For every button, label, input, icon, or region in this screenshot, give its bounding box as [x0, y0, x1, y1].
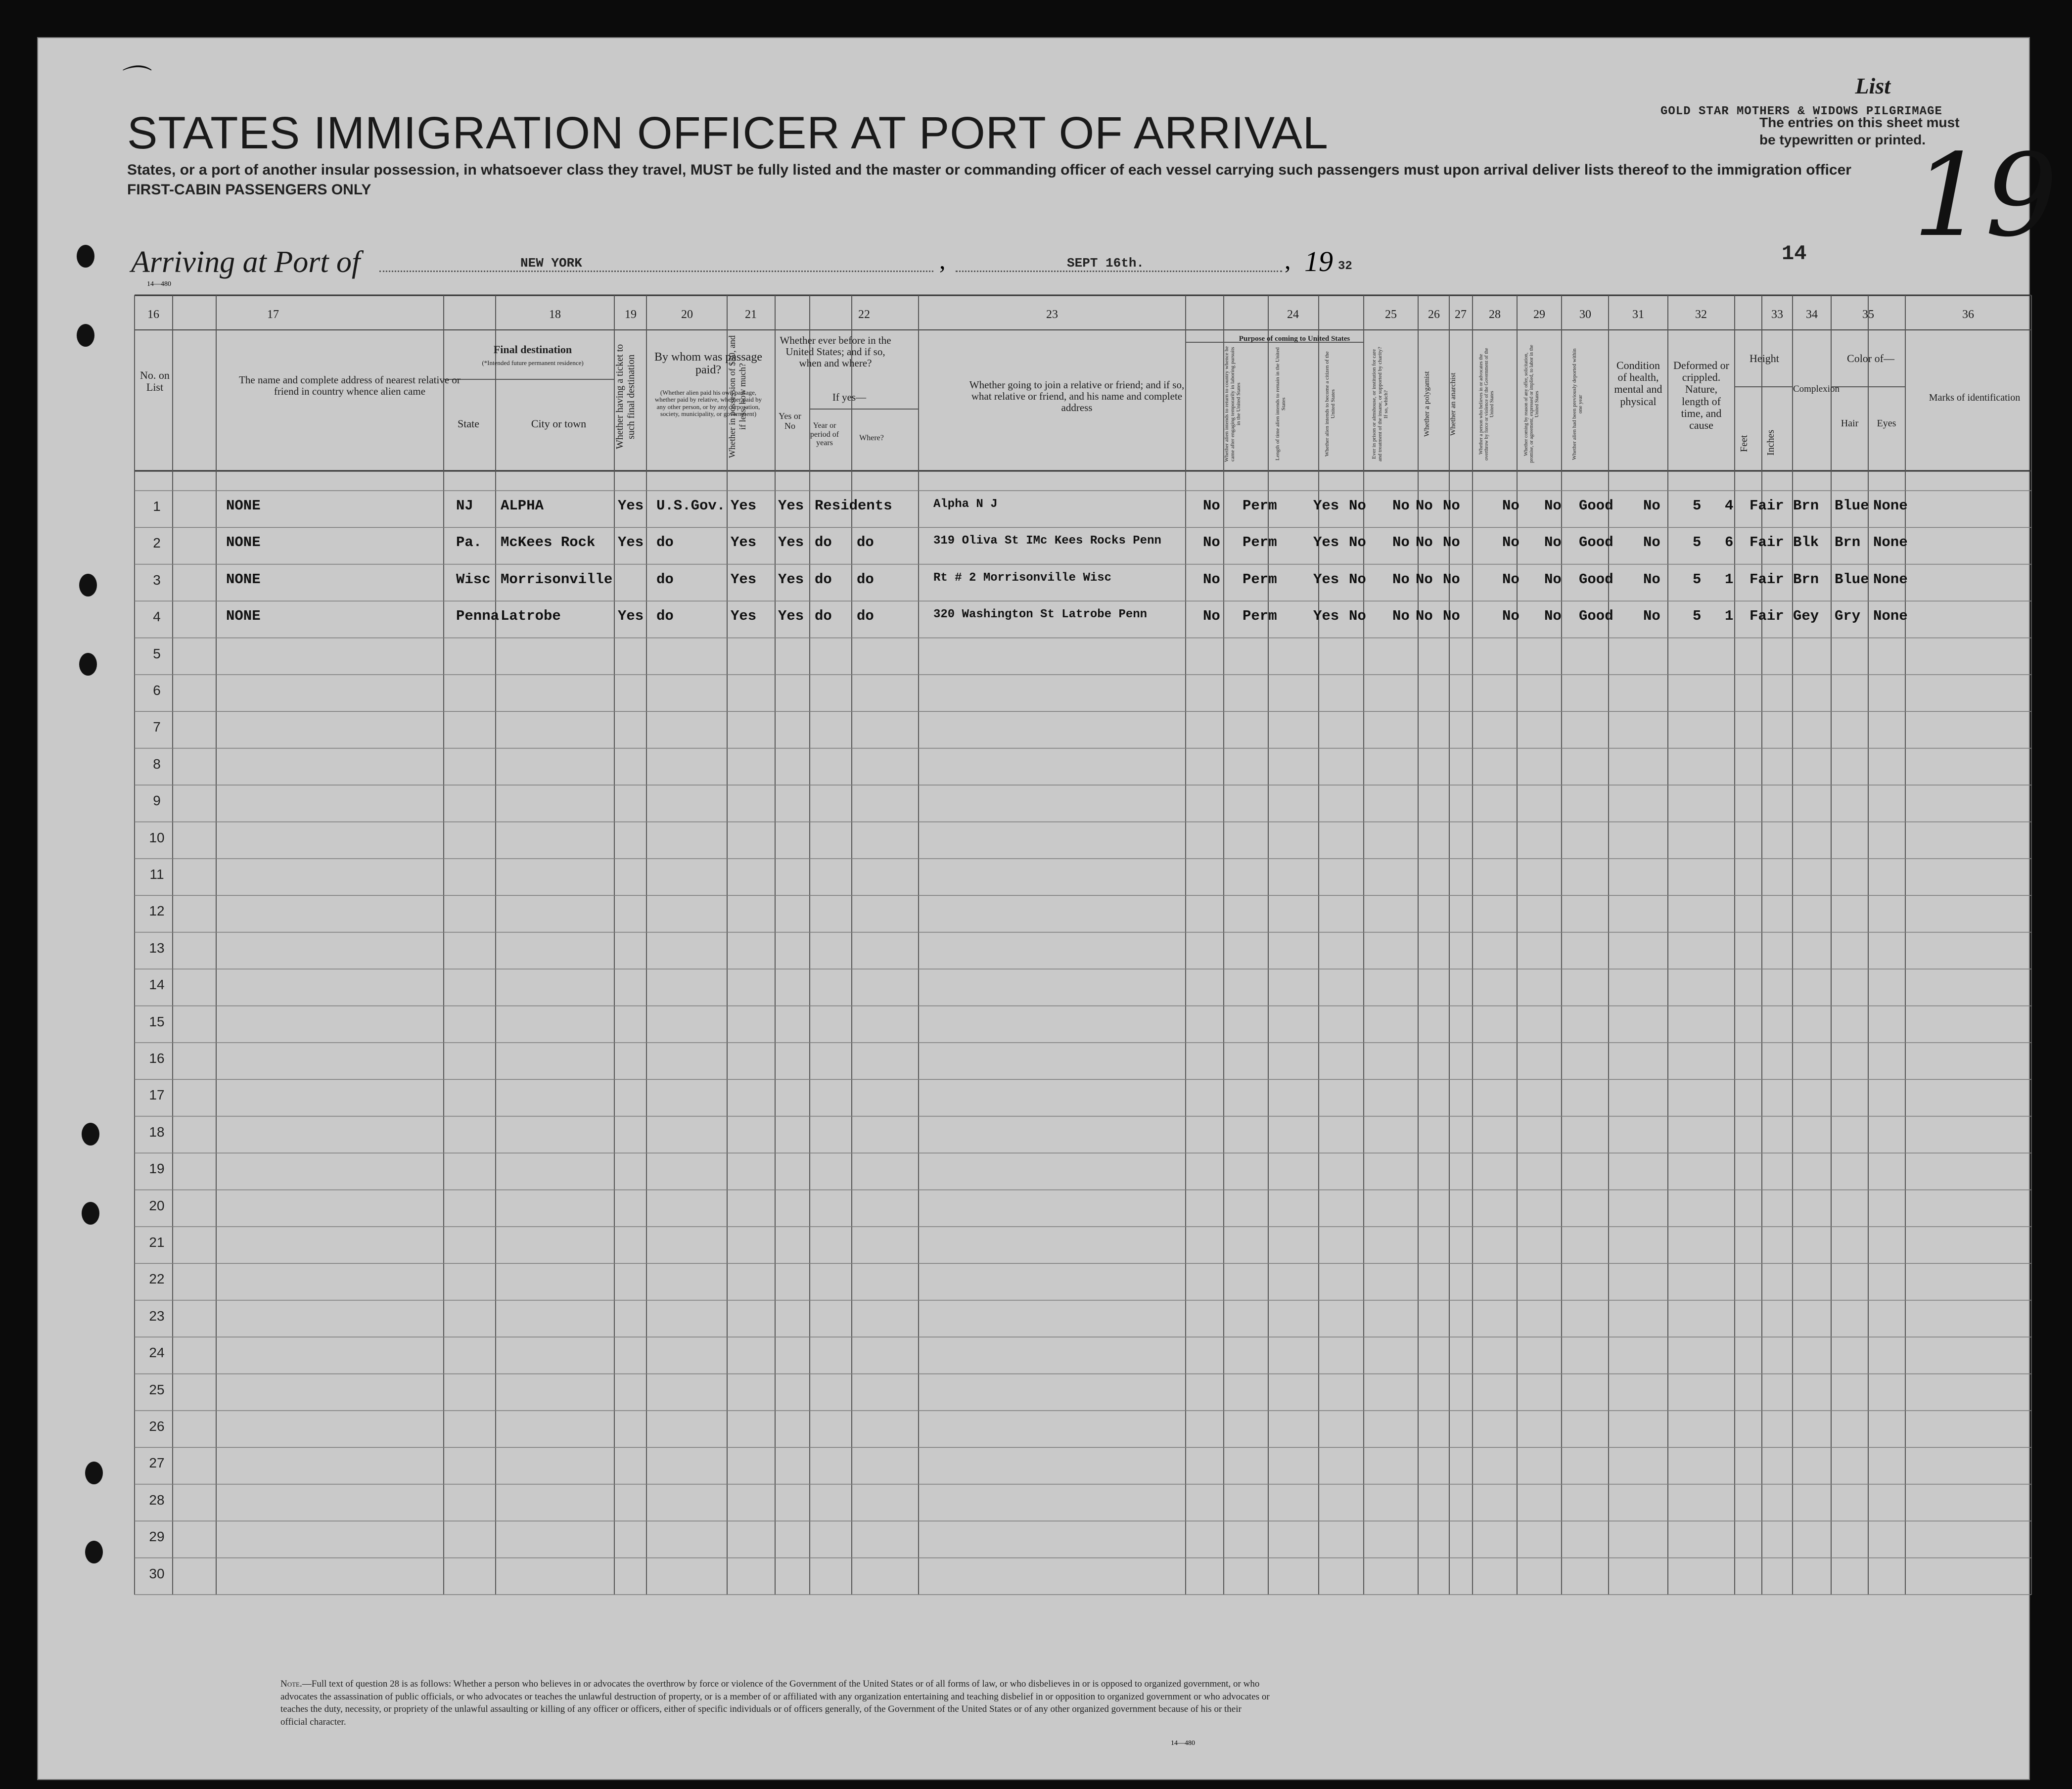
- handwritten-list-number: 19: [1913, 130, 2058, 262]
- date-line: [956, 271, 1282, 272]
- column-number: 33: [1771, 308, 1783, 321]
- marks-header: Marks of identification: [1929, 392, 2021, 403]
- cell-years: Residents: [815, 498, 892, 514]
- deported-header: Whether alien had been previously deported within one year: [1571, 348, 1583, 460]
- cell-fifty: Yes: [731, 498, 757, 514]
- cell-paid-by: do: [656, 534, 674, 551]
- prison-header: Ever in prison or almshouse, or institution for care and treatment of the insane, or supported by charity? If so, which?: [1371, 347, 1389, 461]
- cell-return: No: [1203, 571, 1220, 588]
- length-header: Length of time alien intends to remain in the United States: [1275, 347, 1287, 461]
- column-number: 22: [858, 308, 870, 321]
- row-number: 29: [149, 1529, 165, 1545]
- cell-before: Yes: [778, 608, 804, 625]
- cell-where: do: [857, 571, 874, 588]
- cell-complexion: Fair: [1750, 498, 1784, 514]
- cell-citizen: Yes: [1313, 498, 1339, 514]
- column-number: 24: [1287, 308, 1299, 321]
- column-number: 36: [1962, 308, 1974, 321]
- column-number: 18: [549, 308, 561, 321]
- cell-overthrow: No: [1443, 534, 1460, 551]
- cell-state: Penna: [456, 608, 500, 625]
- cell-anarchist: No: [1416, 571, 1433, 588]
- cell-joining: 319 Oliva St IMc Kees Rocks Penn: [933, 534, 1161, 548]
- cell-ticket: Yes: [618, 608, 644, 625]
- row-number: 27: [149, 1455, 165, 1471]
- cell-state: Pa.: [456, 534, 482, 551]
- punch-hole: [82, 1202, 99, 1225]
- no-on-list-header: No. on List: [140, 369, 170, 394]
- cell-length: Perm: [1243, 571, 1277, 588]
- row-number: 10: [149, 829, 165, 845]
- cell-anarchist: No: [1416, 534, 1433, 551]
- table-grid: [38, 38, 2029, 1779]
- anarchist-header: Whether an anarchist: [1449, 372, 1457, 436]
- cell-relative: NONE: [226, 534, 261, 551]
- row-number: 13: [149, 940, 165, 956]
- footnote: [280, 1678, 1270, 1729]
- row-number: 30: [149, 1565, 165, 1581]
- cell-prison: No: [1349, 608, 1366, 625]
- cell-complexion: Fair: [1750, 608, 1784, 625]
- height-header: Height: [1750, 352, 1779, 365]
- comma-1: ,: [939, 246, 946, 274]
- cell-fifty: Yes: [731, 571, 757, 588]
- health-header: Condition of health, mental and physical: [1614, 359, 1662, 408]
- instructions-text: States, or a port of another insular possession, in whatsoever class they travel, MUST be fully listed and the master or commanding officer of each vessel carrying such passengers must upon arrival deliver lists thereof to the immigration officer: [127, 162, 1851, 178]
- cell-fifty: Yes: [731, 534, 757, 551]
- cell-relative: NONE: [226, 498, 261, 514]
- column-number: 35: [1862, 308, 1874, 321]
- cell-hair: Brn: [1793, 571, 1819, 588]
- before-yes-no-header: Yes or No: [779, 411, 801, 431]
- cell-before: Yes: [778, 498, 804, 514]
- footnote-text: —Full text of question 28 is as follows: Whether a person who believes in or advocates the overthrow by force or violence of the Government of the United States or of all forms of law, or who disbelieves in or is opposed to organized government, or who advocates the assassination of public officials, or who advocates or teaches the unlawful destruction of property, or is a member of or affiliated with any organization entertaining and teaching disbelief in or opposition to organized government or who advocates or teaches the duty, necessity, or propriety of the unlawful assaulting or killing of any officer or officers, either of specific individuals or of officers generally, of the Government of the United States or of any other organized government because of his or their official character.: [280, 1679, 1270, 1727]
- cell-paid-by: do: [656, 608, 674, 625]
- row-number: 23: [149, 1308, 165, 1324]
- cell-polygamist: No: [1392, 534, 1410, 551]
- relative-header: The name and complete address of nearest relative or friend in country whence alien came: [239, 374, 460, 398]
- sheet-number: 14: [1782, 242, 1807, 266]
- cell-health: Good: [1579, 534, 1613, 551]
- year-suffix: 32: [1338, 260, 1352, 273]
- page-title: STATES IMMIGRATION OFFICER AT PORT OF ARRIVAL: [127, 108, 1329, 158]
- form-number-top: 14—480: [147, 280, 171, 288]
- cell-overthrow: No: [1443, 498, 1460, 514]
- entries-note-line2: be typewritten or printed.: [1759, 132, 1926, 147]
- cell-return: No: [1203, 498, 1220, 514]
- cell-fifty: Yes: [731, 608, 757, 625]
- column-number: 32: [1695, 308, 1707, 321]
- gold-star-stamp: GOLD STAR MOTHERS & WIDOWS PILGRIMAGE: [1660, 105, 1942, 118]
- cell-paid-by: do: [656, 571, 674, 588]
- row-number: 20: [149, 1197, 165, 1213]
- cell-citizen: Yes: [1313, 571, 1339, 588]
- cell-anarchist: No: [1416, 608, 1433, 625]
- cell-paid-by: U.S.Gov.: [656, 498, 726, 514]
- cell-offer: No: [1502, 534, 1519, 551]
- cell-deported: No: [1544, 534, 1562, 551]
- row-number: 25: [149, 1381, 165, 1397]
- cell-eyes: Blue: [1835, 498, 1869, 514]
- cell-anarchist: No: [1416, 498, 1433, 514]
- manifest-sheet: [37, 37, 2058, 1780]
- joining-header: Whether going to join a relative or friend; and if so, what relative or friend, and his name and complete address: [969, 379, 1185, 414]
- row-number: 12: [149, 903, 165, 919]
- paid-by-note: (Whether alien paid his own passage, whether paid by relative, whether paid by any other person, or by any corporation, society, municipality, or government): [654, 389, 762, 417]
- cell-eyes: Brn: [1835, 534, 1861, 551]
- cell-hair: Brn: [1793, 498, 1819, 514]
- cell-before: Yes: [778, 534, 804, 551]
- row-number: 5: [153, 645, 161, 661]
- cell-prison: No: [1349, 534, 1366, 551]
- cell-return: No: [1203, 534, 1220, 551]
- column-number: 29: [1533, 308, 1545, 321]
- cell-inches: 4: [1725, 498, 1734, 514]
- row-number: 8: [153, 756, 161, 772]
- row-number: 21: [149, 1235, 165, 1250]
- row-number: 16: [149, 1051, 165, 1066]
- cell-complexion: Fair: [1750, 571, 1784, 588]
- cell-feet: 5: [1693, 498, 1702, 514]
- column-number: 26: [1428, 308, 1440, 321]
- row-number: 9: [153, 793, 161, 809]
- column-number: 23: [1046, 308, 1058, 321]
- cell-years: do: [815, 571, 832, 588]
- cell-overthrow: No: [1443, 608, 1460, 625]
- arriving-label: Arriving at Port of: [131, 245, 361, 279]
- cell-inches: 1: [1725, 608, 1734, 625]
- cell-city: Latrobe: [501, 608, 561, 625]
- cell-before: Yes: [778, 571, 804, 588]
- polygamist-header: Whether a polygamist: [1423, 371, 1431, 437]
- row-number: 28: [149, 1492, 165, 1508]
- hair-header: Hair: [1841, 418, 1859, 429]
- row-number: 15: [149, 1013, 165, 1029]
- punch-hole: [79, 653, 97, 676]
- punch-hole: [77, 324, 94, 347]
- cell-polygamist: No: [1392, 571, 1410, 588]
- cell-offer: No: [1502, 498, 1519, 514]
- cell-polygamist: No: [1392, 498, 1410, 514]
- final-destination-note: (*Intended future permanent residence): [482, 359, 584, 367]
- cell-inches: 6: [1725, 534, 1734, 551]
- cell-city: Morrisonville: [501, 571, 613, 588]
- cell-state: Wisc: [456, 571, 491, 588]
- cell-health: Good: [1579, 608, 1613, 625]
- cell-offer: No: [1502, 571, 1519, 588]
- row-number: 11: [149, 867, 164, 882]
- cell-health: Good: [1579, 498, 1613, 514]
- cell-relative: NONE: [226, 608, 261, 625]
- list-label: List: [1855, 73, 1890, 98]
- row-number: 17: [149, 1087, 165, 1103]
- row-number: 1: [153, 499, 161, 514]
- row-number: 14: [149, 977, 165, 993]
- row-number: 24: [149, 1345, 165, 1361]
- column-number: 28: [1489, 308, 1501, 321]
- where-header: Where?: [859, 434, 884, 442]
- cell-feet: 5: [1693, 571, 1702, 588]
- state-header: State: [458, 417, 479, 430]
- feet-header: Feet: [1739, 435, 1750, 453]
- cell-eyes: Blue: [1835, 571, 1869, 588]
- inches-header: Inches: [1765, 429, 1776, 456]
- final-destination-header: Final destination: [493, 343, 572, 356]
- cell-deformed: No: [1643, 571, 1660, 588]
- row-number: 2: [153, 535, 161, 551]
- column-number: 30: [1579, 308, 1591, 321]
- punch-hole: [77, 245, 94, 268]
- cell-marks: None: [1873, 571, 1908, 588]
- cell-complexion: Fair: [1750, 534, 1784, 551]
- city-header: City or town: [531, 417, 587, 430]
- row-number: 4: [153, 609, 161, 625]
- cell-polygamist: No: [1392, 608, 1410, 625]
- cell-ticket: Yes: [618, 498, 644, 514]
- column-number: 21: [745, 308, 757, 321]
- column-number: 17: [267, 308, 279, 321]
- row-number: 18: [149, 1124, 165, 1140]
- punch-hole: [85, 1541, 103, 1563]
- cell-marks: None: [1873, 498, 1908, 514]
- color-header: Color of—: [1847, 352, 1894, 365]
- offer-header: Whether coming by reason of any offer, solicitation, promise, or agreement, expressed or implied, to labor in the United States: [1523, 345, 1540, 463]
- column-number: 27: [1455, 308, 1467, 321]
- paid-by-header: By whom was passage paid?: [654, 351, 762, 377]
- cell-health: Good: [1579, 571, 1613, 588]
- cell-deformed: No: [1643, 498, 1660, 514]
- column-number: 25: [1385, 308, 1397, 321]
- cell-ticket: Yes: [618, 534, 644, 551]
- cell-inches: 1: [1725, 571, 1734, 588]
- column-number: 34: [1806, 308, 1818, 321]
- cell-deported: No: [1544, 498, 1562, 514]
- purpose-header: Purpose of coming to United States: [1239, 335, 1350, 343]
- form-number-bottom: 14—480: [1171, 1740, 1195, 1747]
- column-number: 31: [1632, 308, 1644, 321]
- cell-hair: Gey: [1793, 608, 1819, 625]
- cell-years: do: [815, 534, 832, 551]
- cell-marks: None: [1873, 608, 1908, 625]
- ticket-header: Whether having a ticket to such final destination: [614, 344, 637, 450]
- cell-marks: None: [1873, 534, 1908, 551]
- before-in-us-header: Whether ever before in the United States; and if so, when and where?: [780, 334, 891, 369]
- punch-hole: [82, 1123, 99, 1146]
- cell-return: No: [1203, 608, 1220, 625]
- return-header: Whether alien intends to return to country whence he came after engaging temporarily in laboring pursuits in the United States: [1224, 346, 1242, 462]
- cell-citizen: Yes: [1313, 534, 1339, 551]
- corner-mark: ⌒: [117, 63, 147, 98]
- row-number: 6: [153, 683, 161, 698]
- cell-relative: NONE: [226, 571, 261, 588]
- cell-where: do: [857, 534, 874, 551]
- cell-where: do: [857, 608, 874, 625]
- overthrow-header: Whether a person who believes in or advocates the overthrow by force or violence of the Government of the United States: [1478, 348, 1495, 460]
- row-number: 22: [149, 1271, 165, 1287]
- row-number: 3: [153, 572, 161, 588]
- cell-city: ALPHA: [501, 498, 544, 514]
- footnote-label: Note.: [280, 1679, 302, 1689]
- cell-hair: Blk: [1793, 534, 1819, 551]
- cell-city: McKees Rock: [501, 534, 596, 551]
- cell-joining: Rt # 2 Morrisonville Wisc: [933, 571, 1112, 585]
- cell-state: NJ: [456, 498, 473, 514]
- cell-length: Perm: [1243, 608, 1277, 625]
- row-number: 19: [149, 1161, 165, 1177]
- port-value: NEW YORK: [520, 256, 582, 271]
- column-number: 19: [625, 308, 637, 321]
- column-number: 20: [681, 308, 693, 321]
- cell-citizen: Yes: [1313, 608, 1339, 625]
- cell-joining: Alpha N J: [933, 498, 998, 511]
- cell-feet: 5: [1693, 534, 1702, 551]
- port-line: [379, 271, 933, 272]
- cell-deformed: No: [1643, 534, 1660, 551]
- punch-hole: [79, 574, 97, 596]
- row-number: 7: [153, 719, 161, 735]
- row-number: 26: [149, 1419, 165, 1434]
- cell-offer: No: [1502, 608, 1519, 625]
- year-prefix: 19: [1304, 245, 1333, 277]
- year-period-header: Year or period of years: [810, 421, 839, 448]
- cabin-class: FIRST-CABIN PASSENGERS ONLY: [127, 182, 371, 198]
- cell-length: Perm: [1243, 534, 1277, 551]
- complexion-header: Complexion: [1793, 384, 1840, 394]
- if-yes-header: If yes—: [832, 391, 867, 403]
- punch-hole: [85, 1462, 103, 1484]
- fifty-header: Whether in possession of $50, and if less, how much?: [727, 335, 747, 458]
- cell-deported: No: [1544, 608, 1562, 625]
- cell-prison: No: [1349, 498, 1366, 514]
- entries-note-line1: The entries on this sheet must: [1759, 115, 1960, 130]
- eyes-header: Eyes: [1877, 418, 1896, 429]
- cell-joining: 320 Washington St Latrobe Penn: [933, 608, 1148, 622]
- cell-years: do: [815, 608, 832, 625]
- column-number: 16: [147, 308, 159, 321]
- deformed-header: Deformed or crippled. Nature, length of time, and cause: [1673, 359, 1729, 431]
- date-value: SEPT 16th.: [1067, 256, 1145, 271]
- cell-prison: No: [1349, 571, 1366, 588]
- comma-2: ,: [1285, 246, 1291, 274]
- cell-length: Perm: [1243, 498, 1277, 514]
- cell-deported: No: [1544, 571, 1562, 588]
- cell-feet: 5: [1693, 608, 1702, 625]
- cell-eyes: Gry: [1835, 608, 1861, 625]
- citizen-header: Whether alien intends to become a citizen of the United States: [1324, 351, 1336, 457]
- cell-deformed: No: [1643, 608, 1660, 625]
- cell-overthrow: No: [1443, 571, 1460, 588]
